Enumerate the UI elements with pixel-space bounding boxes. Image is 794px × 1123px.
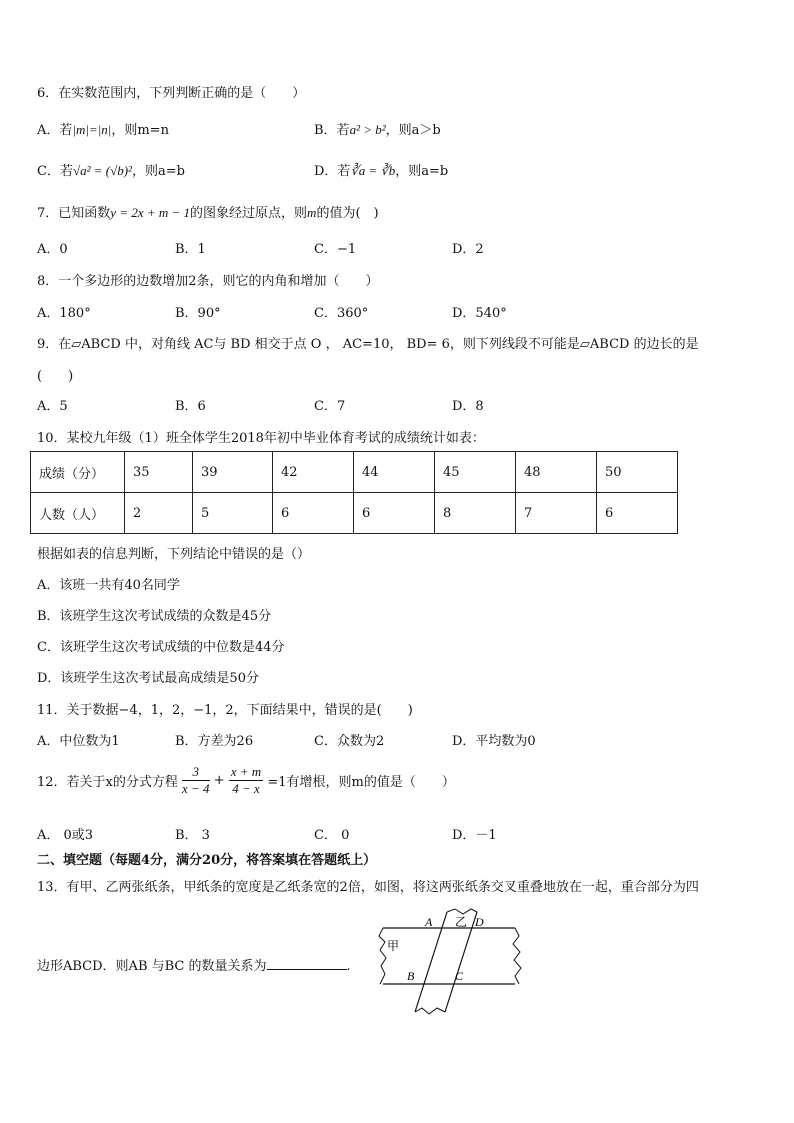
q7-function: y = 2x + m − 1 bbox=[110, 205, 191, 220]
q12-f2-denominator: 4 − x bbox=[232, 781, 260, 796]
table-cell: 44 bbox=[354, 452, 435, 493]
table-cell: 6 bbox=[597, 493, 678, 534]
q12-f2-numerator: x + m bbox=[230, 764, 262, 779]
q7-option-b: B．1 bbox=[175, 242, 206, 257]
q9-option-a: A．5 bbox=[37, 399, 68, 414]
q11-stem: 11．关于数据−4，1，2，−1，2，下面结果中，错误的是( ) bbox=[37, 703, 413, 718]
q7-prefix: 7．已知函数 bbox=[37, 206, 111, 221]
q11-option-a: A．中位数为1 bbox=[37, 734, 120, 749]
q6-b-prefix: B．若 bbox=[314, 123, 350, 138]
q6-a-prefix: A．若 bbox=[37, 123, 73, 138]
vertex-a-label: A bbox=[425, 915, 433, 929]
q9-paren: ( ) bbox=[37, 369, 74, 384]
table-cell: 6 bbox=[273, 493, 354, 534]
q9-option-b: B．6 bbox=[175, 399, 206, 414]
q12-stem bbox=[37, 764, 455, 797]
q13-stem: 13．有甲、乙两张纸条，甲纸条的宽度是乙纸条宽的2倍，如图，将这两张纸条交叉重叠地放在一起，重合部分为四 bbox=[37, 880, 699, 895]
table-cell: 42 bbox=[273, 452, 354, 493]
q13-line-2 bbox=[37, 955, 351, 974]
q6-option-b bbox=[314, 119, 441, 138]
q8-option-d: D．540° bbox=[452, 306, 507, 321]
table-row bbox=[31, 493, 678, 534]
q12-option-a: A． 0或3 bbox=[37, 828, 94, 843]
q12-option-d: D．－1 bbox=[452, 828, 497, 843]
table-cell: 成绩（分） bbox=[31, 452, 125, 493]
q6-c-prefix: C．若 bbox=[37, 164, 73, 179]
q10-option-c: C．该班学生这次考试成绩的中位数是44分 bbox=[37, 640, 285, 655]
q9-option-c: C．7 bbox=[314, 399, 346, 414]
q6-option-c bbox=[37, 160, 185, 179]
table-row bbox=[31, 452, 678, 493]
q12-f1-numerator: 3 bbox=[182, 764, 210, 781]
q11-option-c: C．众数为2 bbox=[314, 734, 385, 749]
q7-mid: 的图象经过原点，则 bbox=[190, 206, 308, 221]
q10-question: 根据如表的信息判断，下列结论中错误的是（） bbox=[37, 547, 311, 562]
q12-suffix: =1有增根，则m的值是（ ） bbox=[267, 775, 455, 790]
q6-b-math: a² > b² bbox=[349, 122, 386, 137]
q7-var: m bbox=[307, 205, 317, 220]
vertex-c-label: C bbox=[455, 969, 464, 983]
paper-strips-figure bbox=[375, 908, 535, 1018]
strip-jia-right-torn-edge bbox=[513, 928, 521, 984]
q6-stem: 6．在实数范围内，下列判断正确的是（ ） bbox=[37, 86, 306, 101]
q6-option-a bbox=[37, 119, 169, 138]
q10-option-b: B．该班学生这次考试成绩的众数是45分 bbox=[37, 609, 272, 624]
vertex-d-label: D bbox=[475, 915, 484, 929]
q8-stem: 8．一个多边形的边数增加2条，则它的内角和增加（ ） bbox=[37, 274, 379, 289]
table-cell: 5 bbox=[193, 493, 273, 534]
table-cell: 2 bbox=[125, 493, 193, 534]
q6-d-math: ∛a = ∛b bbox=[350, 163, 396, 178]
q6-a-suffix: ，则m=n bbox=[111, 123, 169, 138]
q9-stem: 9．在▱ABCD 中，对角线 AC与 BD 相交于点 O ， AC=10， BD= 6，则下列线段不可能是▱ABCD 的边长的是 bbox=[37, 337, 699, 352]
q12-fraction-1 bbox=[182, 764, 210, 797]
q12-fraction-2 bbox=[229, 764, 263, 797]
table-cell: 35 bbox=[125, 452, 193, 493]
label-yi: 乙 bbox=[455, 915, 468, 929]
q8-option-b: B．90° bbox=[175, 306, 221, 321]
table-cell: 39 bbox=[193, 452, 273, 493]
q12-prefix: 12．若关于x的分式方程 bbox=[37, 775, 178, 790]
q6-c-suffix: ，则a=b bbox=[131, 164, 185, 179]
table-cell: 48 bbox=[516, 452, 597, 493]
q13-end: . bbox=[346, 959, 351, 974]
table-cell: 50 bbox=[597, 452, 678, 493]
q11-option-b: B．方差为26 bbox=[175, 734, 254, 749]
table-cell: 人数（人） bbox=[31, 493, 125, 534]
table-cell: 45 bbox=[435, 452, 516, 493]
strip-yi-top-torn-edge bbox=[447, 909, 477, 914]
q13-text: 边形ABCD．则AB 与BC 的数量关系为 bbox=[37, 959, 267, 974]
q6-c-math: √a² = (√b)² bbox=[72, 163, 132, 178]
q7-option-a: A．0 bbox=[37, 242, 68, 257]
q10-option-d: D．该班学生这次考试最高成绩是50分 bbox=[37, 671, 259, 686]
q12-option-b: B． 3 bbox=[175, 828, 210, 843]
q6-d-suffix: ，则a=b bbox=[395, 164, 449, 179]
q7-suffix: 的值为( ) bbox=[316, 206, 379, 221]
table-cell: 7 bbox=[516, 493, 597, 534]
q8-option-c: C．360° bbox=[314, 306, 369, 321]
q7-option-d: D．2 bbox=[452, 242, 484, 257]
q6-a-math: |m|=|n| bbox=[72, 122, 112, 137]
q8-option-a: A．180° bbox=[37, 306, 91, 321]
q9-option-d: D．8 bbox=[452, 399, 484, 414]
q6-option-d bbox=[314, 160, 448, 179]
strip-jia-left-torn-edge bbox=[379, 928, 386, 984]
section-2-heading: 二、填空题（每题4分，满分20分，将答案填在答题纸上） bbox=[37, 853, 377, 868]
table-cell: 8 bbox=[435, 493, 516, 534]
q10-option-a: A．该班一共有40名同学 bbox=[37, 578, 180, 593]
table-cell: 6 bbox=[354, 493, 435, 534]
q6-b-suffix: ，则a＞b bbox=[385, 123, 441, 138]
vertex-b-label: B bbox=[407, 969, 415, 983]
scores-table bbox=[30, 451, 678, 534]
q12-option-c: C． 0 bbox=[314, 828, 350, 843]
answer-blank bbox=[267, 957, 347, 970]
q6-d-prefix: D．若 bbox=[314, 164, 351, 179]
q7-option-c: C．−1 bbox=[314, 242, 357, 257]
q7-stem bbox=[37, 202, 379, 221]
strip-yi-bottom-torn-edge bbox=[415, 1008, 445, 1014]
label-jia: 甲 bbox=[387, 939, 400, 953]
q11-option-d: D．平均数为0 bbox=[452, 734, 536, 749]
q10-stem: 10．某校九年级（1）班全体学生2018年初中毕业体育考试的成绩统计如表： bbox=[37, 431, 485, 446]
q12-plus: + bbox=[213, 773, 225, 788]
q12-f1-denominator: x − 4 bbox=[182, 781, 210, 796]
